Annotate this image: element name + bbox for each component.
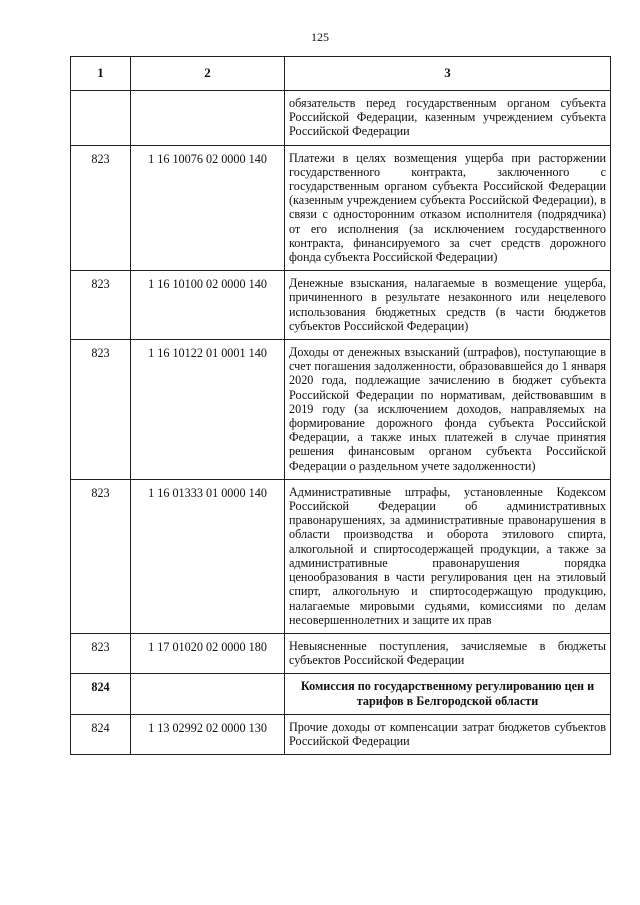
- revenue-code-cell: [131, 91, 285, 146]
- revenue-code-cell: 1 16 10122 01 0001 140: [131, 340, 285, 480]
- table-row: [71, 633, 611, 673]
- column-header-3: 3: [285, 57, 611, 91]
- revenue-table: [70, 56, 611, 755]
- admin-code-cell: 824: [71, 674, 131, 714]
- description-cell: Платежи в целях возмещения ущерба при расторжении государственного контракта, заключенного с государственным органом субъекта Российской Федерации (казенным учреждением субъекта Российской Федерации), в связи с односторонним отказом исполнителя (подрядчика) от его исполнения (за исключением государственного контракта, финансируемого за счет средств дорожного фонда субъекта Российской Федерации): [285, 145, 611, 271]
- section-heading-row: [71, 674, 611, 714]
- table-row: [71, 145, 611, 271]
- table-row: [71, 340, 611, 480]
- description-cell: Доходы от денежных взысканий (штрафов), поступающие в счет погашения задолженности, образовавшейся до 1 января 2020 года, подлежащие зачислению в бюджет субъекта Российской Федерации по нормативам, действовавшим в 2019 году (за исключением доходов, направляемых на формирование дорожного фонда субъекта Российской Федерации, а также иных платежей в случае принятия решения финансовым органом субъекта Российской Федерации о раздельном учете задолженности): [285, 340, 611, 480]
- table-row: [71, 91, 611, 146]
- admin-code-cell: 823: [71, 340, 131, 480]
- admin-code-cell: 823: [71, 633, 131, 673]
- admin-code-cell: 823: [71, 145, 131, 271]
- column-header-2: 2: [131, 57, 285, 91]
- revenue-code-cell: 1 16 10100 02 0000 140: [131, 271, 285, 340]
- description-cell: Невыясненные поступления, зачисляемые в бюджеты субъектов Российской Федерации: [285, 633, 611, 673]
- column-header-1: 1: [71, 57, 131, 91]
- admin-code-cell: 823: [71, 479, 131, 633]
- table-row: [71, 271, 611, 340]
- admin-code-cell: [71, 91, 131, 146]
- revenue-code-cell: 1 13 02992 02 0000 130: [131, 714, 285, 754]
- revenue-code-cell: [131, 674, 285, 714]
- description-cell: Денежные взыскания, налагаемые в возмещение ущерба, причиненного в результате незаконного или нецелевого использования бюджетных средств (в части бюджетов субъектов Российской Федерации): [285, 271, 611, 340]
- revenue-code-cell: 1 16 01333 01 0000 140: [131, 479, 285, 633]
- page-number: 125: [311, 30, 329, 44]
- revenue-code-cell: 1 16 10076 02 0000 140: [131, 145, 285, 271]
- description-cell: Прочие доходы от компенсации затрат бюджетов субъектов Российской Федерации: [285, 714, 611, 754]
- table-row: [71, 714, 611, 754]
- administrator-name-cell: Комиссия по государственному регулированию цен и тарифов в Белгородской области: [285, 674, 611, 714]
- revenue-code-cell: 1 17 01020 02 0000 180: [131, 633, 285, 673]
- description-cell: обязательств перед государственным органом субъекта Российской Федерации, казенным учреждением субъекта Российской Федерации: [285, 91, 611, 146]
- admin-code-cell: 823: [71, 271, 131, 340]
- table-header-row: [71, 57, 611, 91]
- admin-code-cell: 824: [71, 714, 131, 754]
- table-row: [71, 479, 611, 633]
- description-cell: Административные штрафы, установленные Кодексом Российской Федерации об административных правонарушениях, за административные правонарушения в области производства и оборота этилового спирта, алкогольной и спиртосодержащей продукции, а также за административные правонарушения порядка ценообразования в части регулирования цен на этиловый спирт, алкогольную и спиртосодержащую продукцию, налагаемые мировыми судьями, комиссиями по делам несовершеннолетних и защите их прав: [285, 479, 611, 633]
